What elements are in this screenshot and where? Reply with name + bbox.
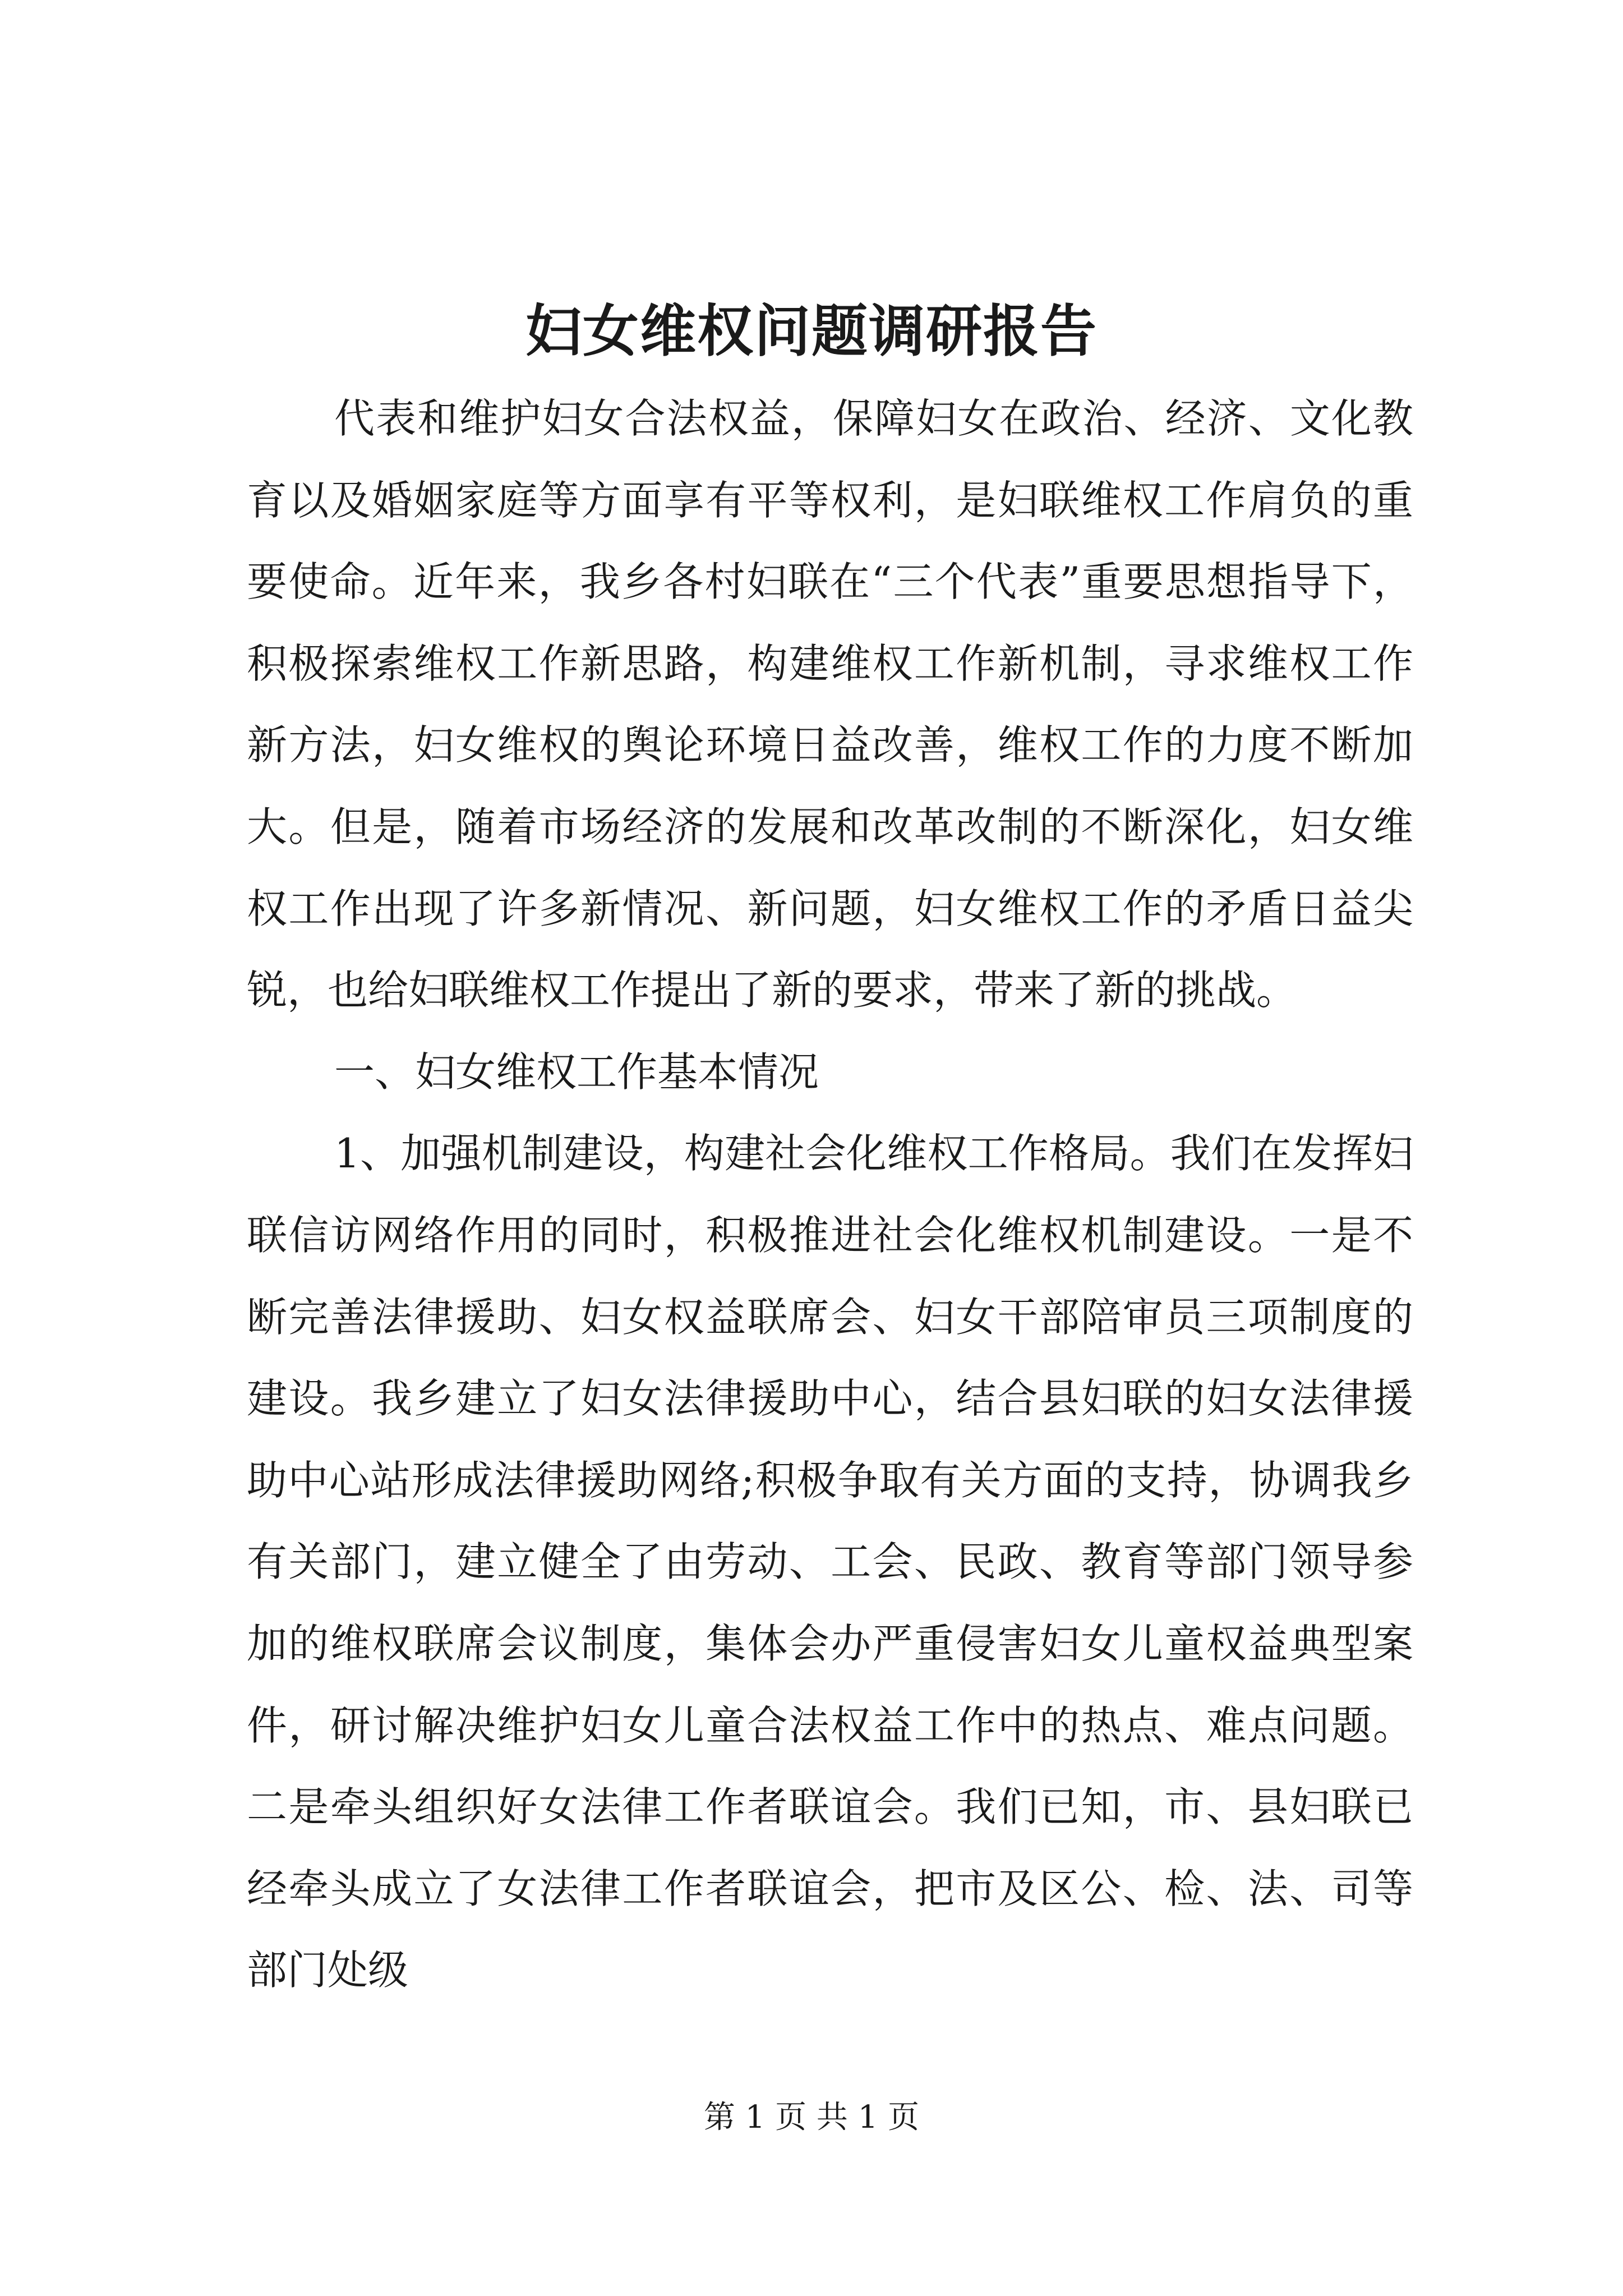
body-paragraph: 1、加强机制建设，构建社会化维权工作格局。我们在发挥妇联信访网络作用的同时，积极推进社会化维权机制建设。一是不断完善法律援助、妇女权益联席会、妇女干部陪审员三项制度的建设。我乡建立了妇女法律援助中心，结合县妇联的妇女法律援助中心站形成法律援助网络;积极争取有关方面的支持，协调我乡有关部门，建立健全了由劳动、工会、民政、教育等部门领导参加的维权联席会议制度，集体会办严重侵害妇女儿童权益典型案件，研讨解决维护妇女儿童合法权益工作中的热点、难点问题。二是牵头组织好女法律工作者联谊会。我们已知，市、县妇联已经牵头成立了女法律工作者联谊会，把市及区公、检、法、司等部门处级 <box>247 1130 1413 1994</box>
document-title: 妇女维权问题调研报告 <box>525 298 1098 364</box>
page-footer: 第 1 页 共 1 页 <box>703 2099 920 2136</box>
intro-paragraph: 代表和维护妇女合法权益，保障妇女在政治、经济、文化教育以及婚姻家庭等方面享有平等权利，是妇联维权工作肩负的重要使命。近年来，我乡各村妇联在“三个代表”重要思想指导下，积极探索维权工作新思路，构建维权工作新机制，寻求维权工作新方法，妇女维权的舆论环境日益改善，维权工作的力度不断加大。但是，随着市场经济的发展和改革改制的不断深化，妇女维权工作出现了许多新情况、新问题，妇女维权工作的矛盾日益尖锐，也给妇联维权工作提出了新的要求，带来了新的挑战。 <box>247 395 1413 1014</box>
section-heading: 一、妇女维权工作基本情况 <box>334 1048 819 1096</box>
document-body <box>247 378 1413 2012</box>
